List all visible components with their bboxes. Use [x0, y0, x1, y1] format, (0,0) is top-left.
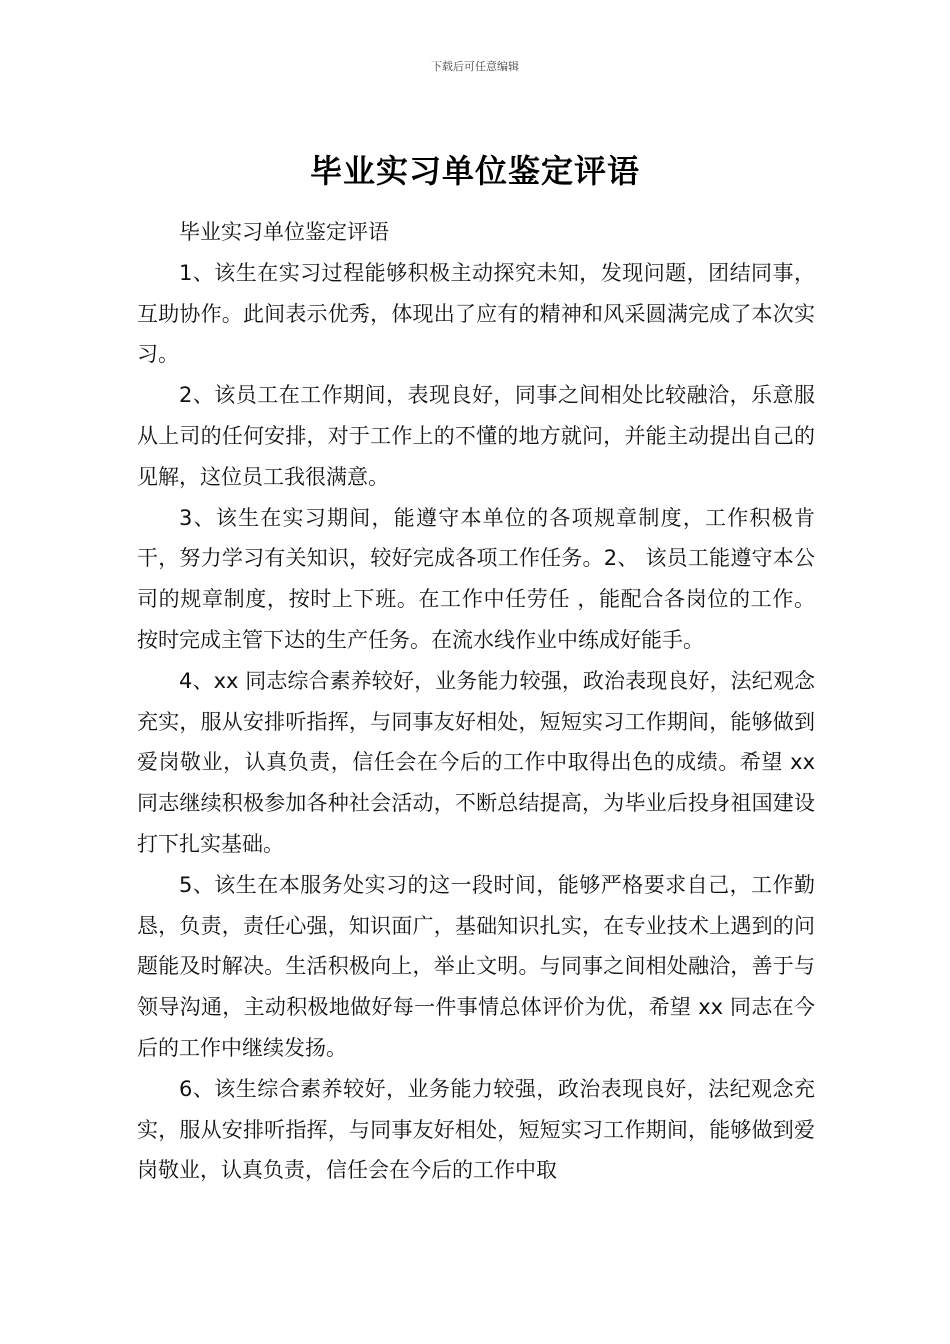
paragraph-6: 6、该生综合素养较好，业务能力较强，政治表现良好，法纪观念充实，服从安排听指挥，与同事友好相处，短短实习工作期间，能够做到爱岗敬业，认真负责，信任会在今后的工作中取	[137, 1076, 815, 1183]
header-note: 下载后可任意编辑	[431, 60, 519, 73]
paragraph-1: 1、该生在实习过程能够积极主动探究未知，发现问题，团结同事，互助协作。此间表示优秀，体现出了应有的精神和风采圆满完成了本次实习。	[137, 260, 815, 367]
paragraph-subtitle: 毕业实习单位鉴定评语	[179, 220, 389, 244]
paragraph-5: 5、该生在本服务处实习的这一段时间，能够严格要求自己，工作勤恳，负责，责任心强，知识面广，基础知识扎实，在专业技术上遇到的问题能及时解决。生活积极向上，举止文明。与同事之间相处融洽，善于与领导沟通，主动积极地做好每一件事情总体评价为优，希望 xx 同志在今后的工作中继续发扬。	[137, 872, 815, 1060]
paragraph-2: 2、该员工在工作期间，表现良好，同事之间相处比较融洽，乐意服从上司的任何安排，对于工作上的不懂的地方就问，并能主动提出自己的见解，这位员工我很满意。	[137, 383, 815, 489]
document-body	[137, 212, 815, 1191]
paragraph-3: 3、该生在实习期间，能遵守本单位的各项规章制度，工作积极肯干，努力学习有关知识，较好完成各项工作任务。2、 该员工能遵守本公司的规章制度，按时上下班。在工作中任劳任 ，能配合各岗位的工作。按时完成主管下达的生产任务。在流水线作业中练成好能手。	[137, 505, 815, 652]
document-title: 毕业实习单位鉴定评语	[309, 152, 640, 190]
paragraph-4: 4、xx 同志综合素养较好，业务能力较强，政治表现良好，法纪观念充实，服从安排听指挥，与同事友好相处，短短实习工作期间，能够做到爱岗敬业，认真负责，信任会在今后的工作中取得出色的成绩。希望 xx 同志继续积极参加各种社会活动，不断总结提高，为毕业后投身祖国建设打下扎实基础。	[137, 668, 815, 856]
